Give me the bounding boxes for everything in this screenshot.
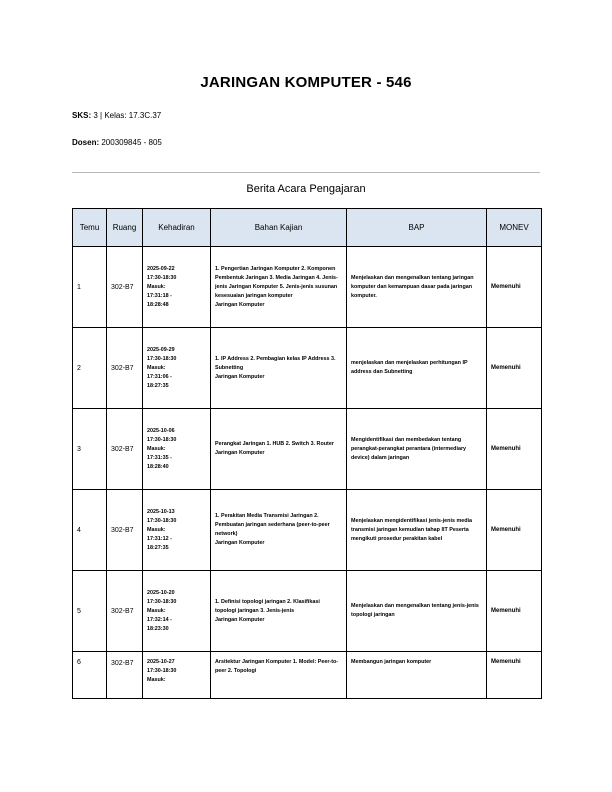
sks-value: 3 | Kelas: 17.3C.37 — [93, 111, 162, 120]
bahan-text: Arsitektur Jaringan Komputer 1. Model: Peer-to-peer 2. Topologi — [215, 659, 339, 674]
kehadiran-date: 2025-10-13 — [147, 508, 175, 515]
course-title: JARINGAN KOMPUTER - 546 — [200, 74, 412, 91]
cell-kehadiran — [143, 652, 211, 699]
kehadiran-out: 18:27:35 — [147, 382, 169, 389]
course-dosen-line — [72, 138, 162, 147]
berita-acara-table — [72, 208, 542, 699]
bahan-text: 1. Perakitan Media Transmisi Jaringan 2. Pembuatan jaringan sederhana (peer-to-peer network) — [215, 513, 330, 537]
cell-bahan-kajian — [211, 409, 347, 490]
kehadiran-time: 17:30-18:30 — [147, 668, 177, 674]
cell-temu: 1 — [73, 247, 107, 328]
cell-bahan-kajian — [211, 328, 347, 409]
header-monev: MONEV — [487, 209, 542, 247]
kehadiran-masuk: Masuk: — [147, 445, 166, 452]
kehadiran-out: 18:28:40 — [147, 463, 169, 470]
kehadiran-out: 18:23:30 — [147, 625, 169, 632]
cell-ruang: 302-B7 — [107, 571, 143, 652]
kehadiran-out: 18:27:35 — [147, 544, 169, 551]
header-bahan-kajian: Bahan Kajian — [211, 209, 347, 247]
cell-monev: Memenuhi — [487, 652, 542, 699]
cell-kehadiran — [143, 571, 211, 652]
cell-ruang: 302-B7 — [107, 247, 143, 328]
kehadiran-in: 17:32:14 - — [147, 616, 172, 623]
kehadiran-time: 17:30-18:30 — [147, 517, 177, 524]
cell-kehadiran — [143, 490, 211, 571]
cell-bap: Membangun jaringan komputer — [347, 652, 487, 699]
cell-ruang: 302-B7 — [107, 409, 143, 490]
table-row — [73, 328, 542, 409]
dosen-label: Dosen: — [72, 138, 100, 147]
cell-ruang: 302-B7 — [107, 328, 143, 409]
bahan-sub: Jaringan Komputer — [215, 373, 265, 380]
cell-bahan-kajian — [211, 571, 347, 652]
cell-kehadiran — [143, 409, 211, 490]
table-row — [73, 571, 542, 652]
sks-label: SKS: — [72, 111, 92, 120]
bahan-text: 1. Pengertian Jaringan Komputer 2. Komponen Pembentuk Jaringan 3. Media Jaringan 4. Jenis-jenis Jaringan Komputer 5. Jenis-jenis susunan kesesuaian jaringan komputer — [215, 265, 338, 299]
kehadiran-masuk: Masuk: — [147, 283, 166, 290]
bahan-text: 1. Definisi topologi jaringan 2. Klasifikasi topologi jaringan 3. Jenis-jenis — [215, 598, 320, 614]
kehadiran-date: 2025-09-22 — [147, 265, 175, 272]
bahan-text: 1. IP Address 2. Pembagian kelas IP Address 3. Subnetting — [215, 355, 336, 371]
cell-temu: 2 — [73, 328, 107, 409]
cell-bahan-kajian — [211, 490, 347, 571]
cell-bahan-kajian — [211, 247, 347, 328]
cell-monev: Memenuhi — [487, 328, 542, 409]
cell-temu: 3 — [73, 409, 107, 490]
kehadiran-in: 17:31:06 - — [147, 373, 172, 380]
kehadiran-time: 17:30-18:30 — [147, 355, 177, 362]
kehadiran-in: 17:31:35 - — [147, 454, 172, 461]
kehadiran-date: 2025-10-27 — [147, 659, 175, 665]
bahan-text: Perangkat Jaringan 1. HUB 2. Switch 3. Router — [215, 441, 334, 447]
kehadiran-out: 18:28:48 — [147, 301, 169, 308]
table-row — [73, 652, 542, 699]
kehadiran-time: 17:30-18:30 — [147, 274, 177, 281]
cell-monev: Memenuhi — [487, 571, 542, 652]
cell-bap: Mengidentifikasi dan membedakan tentang perangkat-perangkat perantara (intermediary device) dalam jaringan — [347, 409, 487, 490]
dosen-value: 200309845 - 805 — [101, 138, 162, 147]
kehadiran-date: 2025-09-29 — [147, 346, 175, 353]
divider — [72, 172, 540, 173]
cell-kehadiran — [143, 247, 211, 328]
kehadiran-masuk: Masuk: — [147, 526, 166, 533]
bahan-sub: Jaringan Komputer — [215, 301, 265, 308]
cell-bap: menjelaskan dan menjelaskan perhitungan IP address dan Subnetting — [347, 328, 487, 409]
kehadiran-time: 17:30-18:30 — [147, 598, 177, 605]
kehadiran-masuk: Masuk: — [147, 364, 166, 371]
kehadiran-in: 17:31:18 - — [147, 292, 172, 299]
header-temu: Temu — [73, 209, 107, 247]
kehadiran-date: 2025-10-20 — [147, 589, 175, 596]
kehadiran-masuk: Masuk: — [147, 607, 166, 614]
cell-ruang: 302-B7 — [107, 490, 143, 571]
cell-monev: Memenuhi — [487, 409, 542, 490]
section-title: Berita Acara Pengajaran — [246, 183, 366, 195]
kehadiran-time: 17:30-18:30 — [147, 436, 177, 443]
table-row — [73, 490, 542, 571]
cell-temu: 6 — [73, 652, 107, 699]
header-kehadiran: Kehadiran — [143, 209, 211, 247]
cell-bap: Menjelaskan dan mengenalkan tentang jenis-jenis topologi jaringan — [347, 571, 487, 652]
table-row — [73, 409, 542, 490]
kehadiran-masuk: Masuk: — [147, 677, 166, 683]
cell-temu: 5 — [73, 571, 107, 652]
cell-ruang: 302-B7 — [107, 652, 143, 699]
bahan-sub: Jaringan Komputer — [215, 540, 265, 546]
cell-monev: Memenuhi — [487, 490, 542, 571]
cell-bap: Menjelaskan mengidentifikasi jenis-jenis media transmisi jaringan kemudian tahap IIT Peserta mengikuti prosedur perakitan kabel — [347, 490, 487, 571]
cell-bahan-kajian — [211, 652, 347, 699]
cell-kehadiran — [143, 328, 211, 409]
bahan-sub: Jaringan Komputer — [215, 450, 265, 456]
cell-temu: 4 — [73, 490, 107, 571]
kehadiran-date: 2025-10-06 — [147, 427, 175, 434]
table-header-row — [73, 209, 542, 247]
table-row — [73, 247, 542, 328]
cell-monev: Memenuhi — [487, 247, 542, 328]
header-bap: BAP — [347, 209, 487, 247]
cell-bap: Menjelaskan dan mengenalkan tentang jaringan komputer dan kemampuan dasar pada jaringan komputer. — [347, 247, 487, 328]
header-ruang: Ruang — [107, 209, 143, 247]
kehadiran-in: 17:31:12 - — [147, 535, 172, 542]
bahan-sub: Jaringan Komputer — [215, 616, 265, 623]
course-sks-line — [72, 111, 161, 120]
